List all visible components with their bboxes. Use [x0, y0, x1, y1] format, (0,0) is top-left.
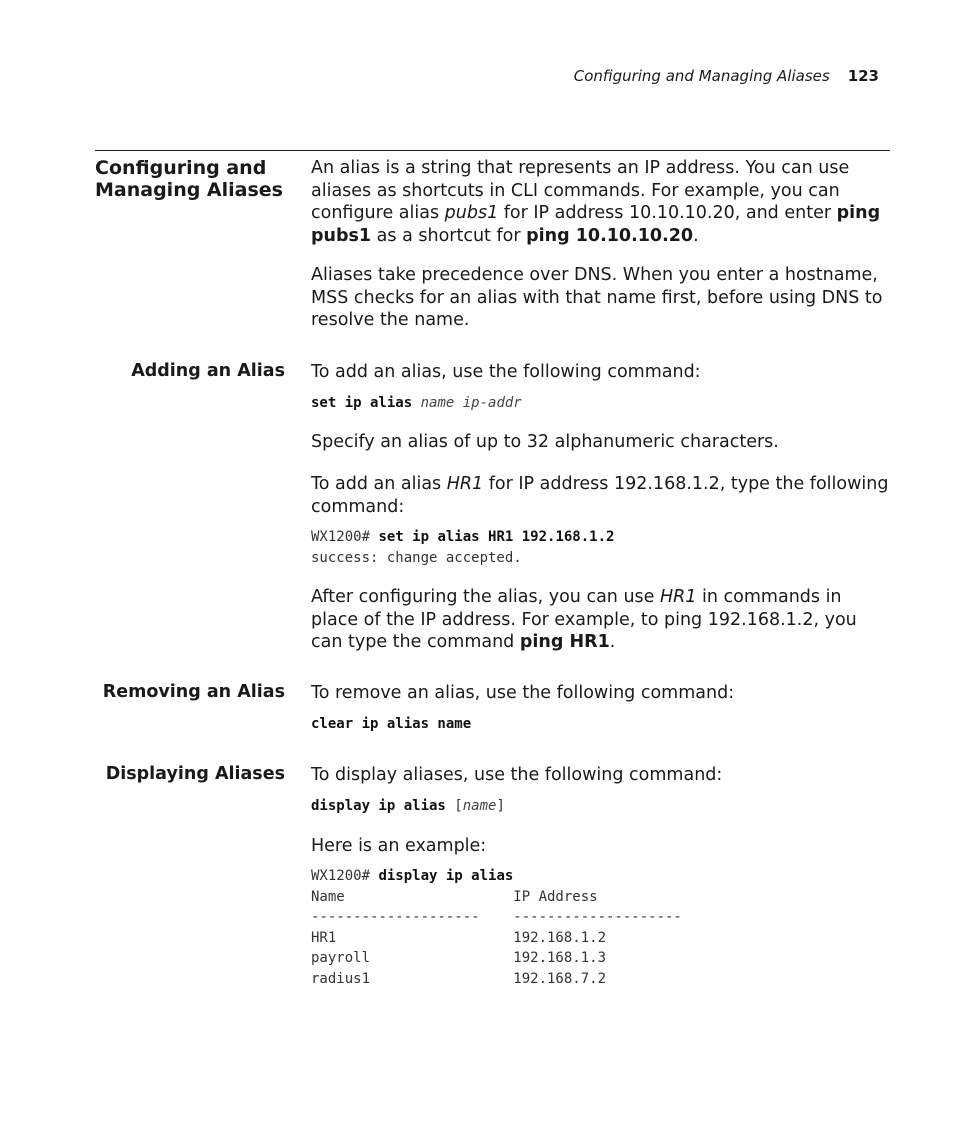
section-divider: [95, 150, 890, 151]
section-heading: Configuring and Managing Aliases: [95, 157, 283, 201]
displaying-intro: To display aliases, use the following command:: [311, 765, 723, 785]
table-prompt: WX1200#: [311, 868, 379, 884]
table-row: radius1 192.168.7.2: [311, 970, 607, 987]
adding-example-code: WX1200# set ip alias HR1 192.168.1.2 success: change accepted.: [311, 529, 615, 566]
intro-paragraph: An alias is a string that represents an IP address. You can use aliases as shortcuts in CLI commands. For example, you can configure alias pubs1 for IP address 10.10.10.20, and enter ping pubs1 as a shortcut for ping 10.10.10.20.: [311, 158, 881, 246]
adding-spec: Specify an alias of up to 32 alphanumeric characters.: [311, 432, 779, 452]
adding-intro: To add an alias, use the following command:: [311, 362, 701, 382]
adding-example-text: To add an alias HR1 for IP address 192.168.1.2, type the following command:: [311, 474, 889, 517]
removing-syntax: clear ip alias name: [311, 716, 472, 732]
precedence-paragraph: Aliases take precedence over DNS. When you enter a hostname, MSS checks for an alias with that name first, before using DNS to resolve the name.: [311, 265, 883, 330]
displaying-heading: Displaying Aliases: [105, 764, 285, 784]
table-row: HR1 192.168.1.2: [311, 929, 607, 946]
table-command: display ip alias: [378, 868, 514, 884]
page-number: 123: [847, 67, 879, 85]
table-dashes: -------------------- --------------------: [311, 909, 682, 925]
running-header-title: Configuring and Managing Aliases: [573, 67, 830, 85]
displaying-example-intro: Here is an example:: [311, 836, 487, 856]
alias-table: [311, 866, 682, 989]
adding-heading: Adding an Alias: [131, 361, 285, 381]
running-header: [574, 67, 879, 85]
adding-after-paragraph: After configuring the alias, you can use HR1 in commands in place of the IP address. For example, to ping 192.168.1.2, you can type the command ping HR1.: [311, 587, 857, 652]
adding-syntax: set ip alias name ip-addr: [311, 395, 522, 411]
table-row: payroll 192.168.1.3: [311, 950, 607, 966]
removing-intro: To remove an alias, use the following command:: [311, 683, 735, 703]
displaying-syntax: display ip alias [name]: [311, 798, 505, 814]
removing-heading: Removing an Alias: [102, 682, 285, 702]
table-rows: [311, 930, 606, 987]
table-header: Name IP Address: [311, 888, 598, 905]
